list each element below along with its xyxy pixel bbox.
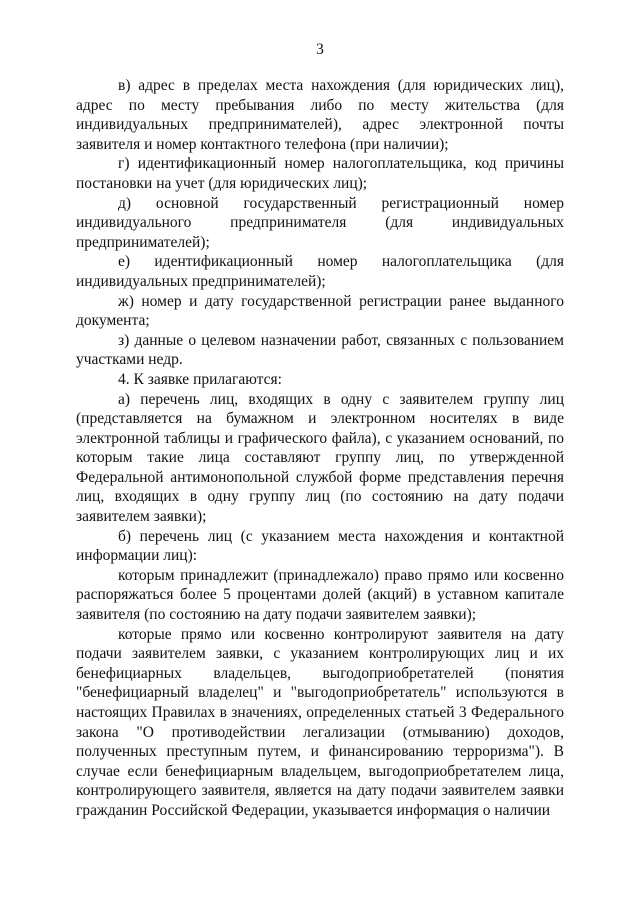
paragraph-d-ogrnip: д) основной государственный регистрационный номер индивидуального предпринимателя (для индивидуальных предпринимателей); xyxy=(76,194,564,251)
paragraph-v-address: в) адрес в пределах места нахождения (для юридических лиц), адрес по месту пребывания либо по месту жительства (для индивидуальных предпринимателей), адрес электронной почты заявителя и номер контактного телефона (при наличии); xyxy=(76,77,564,153)
paragraph-a-group-list: а) перечень лиц, входящих в одну с заявителем группу лиц (представляется на бумажном и электронном носителях в виде электронной таблицы и графического файла), с указанием оснований, по которым такие лица составляют группу лиц, по утвержденной Федеральной антимонопольной службой форме представления перечня лиц, входящих в одну группу лиц (по состоянию на дату подачи заявителем заявки); xyxy=(76,390,564,526)
paragraph-g-inn: г) идентификационный номер налогоплательщика, код причины постановки на учет (для юридических лиц); xyxy=(76,155,564,192)
page-number: 3 xyxy=(316,41,324,58)
document-body xyxy=(76,76,564,821)
paragraph-z-purpose: з) данные о целевом назначении работ, связанных с пользованием участками недр. xyxy=(76,331,564,369)
paragraph-zh-registration: ж) номер и дату государственной регистрации ранее выданного документа; xyxy=(76,292,564,330)
paragraph-b-persons-list: б) перечень лиц (с указанием места нахождения и контактной информации лиц): xyxy=(76,527,564,565)
paragraph-4-attachments: 4. К заявке прилагаются: xyxy=(118,370,282,388)
paragraph-shares-owners: которым принадлежит (принадлежало) право прямо или косвенно распоряжаться более 5 процентами долей (акций) в уставном капитале заявителя (по состоянию на дату подачи заявителем заявки); xyxy=(76,566,564,624)
paragraph-controlling-persons: которые прямо или косвенно контролируют заявителя на дату подачи заявителем заявки, с указанием контролирующих лиц и их бенефициарных владельцев, выгодоприобретателей (понятия "бенефициарный владелец" и "выгодоприобретатель" используются в настоящих Правилах в значениях, определенных статьей 3 Федерального закона "О противодействии легализации (отмыванию) доходов, полученных преступным путем, и финансированию терроризма"). В случае если бенефициарным владельцем, выгодоприобретателем лица, контролирующего заявителя, является на дату подачи заявителем заявки гражданин Российской Федерации, указывается информация о наличии xyxy=(76,625,564,819)
paragraph-e-inn: е) идентификационный номер налогоплательщика (для индивидуальных предпринимателей); xyxy=(76,253,564,290)
